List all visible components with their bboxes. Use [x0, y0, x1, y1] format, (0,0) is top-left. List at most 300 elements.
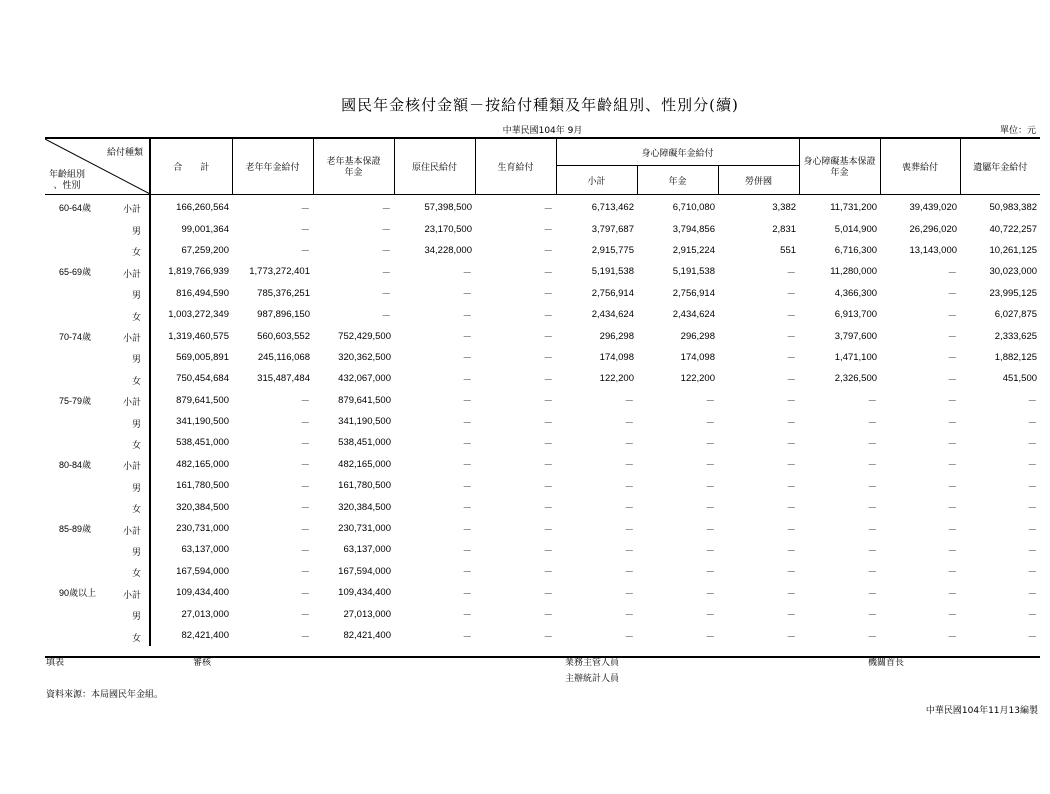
col-old-age-basic-label: 老年基本保證年金: [326, 155, 381, 177]
table-body: [45, 195, 1040, 647]
value-cell: －: [462, 631, 472, 643]
value-cell: －: [624, 524, 634, 536]
value-cell: －: [867, 438, 878, 450]
col-maternity: 生育給付: [475, 138, 556, 195]
value-cell: －: [947, 460, 958, 472]
value-cell: 816,494,590: [176, 287, 229, 299]
value-cell: －: [624, 481, 634, 493]
value-cell: 1,882,125: [994, 351, 1038, 363]
value-cell: －: [462, 310, 472, 322]
value-cell: －: [705, 438, 715, 450]
value-cell: 2,756,914: [591, 287, 634, 299]
age-group-cell: [45, 432, 150, 453]
footer-source: 資料來源：本局國民年金組。: [46, 690, 164, 700]
value-cell: －: [867, 503, 878, 515]
value-cell: －: [705, 545, 715, 557]
sex-cell: 女: [131, 568, 141, 579]
value-cell: 10,261,125: [989, 244, 1038, 256]
value-cell: －: [705, 588, 715, 600]
footer-head: 機關首長: [868, 658, 905, 668]
sex-cell: 男: [131, 225, 141, 236]
value-cell: 785,376,251: [257, 287, 310, 299]
value-cell: －: [786, 353, 797, 365]
value-cell: 50,983,382: [989, 202, 1038, 214]
value-cell: 432,067,000: [338, 373, 391, 385]
age-group-cell: [45, 195, 150, 219]
age-group-label: 90歲以上: [59, 588, 97, 599]
value-cell: －: [786, 310, 797, 322]
value-cell: －: [462, 545, 472, 557]
sex-cell: 男: [131, 290, 141, 301]
table-row: [45, 454, 1040, 475]
value-cell: －: [543, 503, 553, 515]
value-cell: －: [705, 524, 715, 536]
value-cell: －: [947, 332, 958, 344]
value-cell: －: [786, 460, 797, 472]
corner-bottom-line2: 、性別: [53, 180, 81, 190]
sex-cell: 女: [131, 632, 141, 643]
value-cell: 1,773,272,401: [249, 266, 310, 278]
age-group-label: 80-84歲: [59, 459, 92, 470]
value-cell: 30,023,000: [989, 266, 1038, 278]
value-cell: －: [1027, 524, 1038, 536]
footer-compiled: 中華民國104年11月13編製: [925, 706, 1038, 716]
table-row: [45, 368, 1040, 389]
value-cell: 5,014,900: [834, 223, 878, 235]
value-cell: －: [300, 610, 310, 622]
table-row: [45, 304, 1040, 325]
value-cell: 63,137,000: [343, 544, 391, 556]
value-cell: －: [543, 438, 553, 450]
table-row: [45, 625, 1040, 646]
value-cell: －: [300, 246, 310, 258]
age-group-label: 75-79歲: [59, 395, 92, 406]
value-cell: －: [300, 396, 310, 408]
value-cell: －: [1027, 610, 1038, 622]
age-group-label: 85-89歲: [59, 524, 92, 535]
value-cell: 99,001,364: [181, 223, 229, 235]
value-cell: －: [624, 588, 634, 600]
value-cell: －: [786, 374, 797, 386]
sex-cell: 女: [131, 503, 141, 514]
sex-cell: 男: [131, 546, 141, 557]
value-cell: 3,794,856: [672, 223, 715, 235]
value-cell: 2,434,624: [591, 309, 634, 321]
value-cell: －: [1027, 460, 1038, 472]
value-cell: －: [543, 332, 553, 344]
value-cell: 320,362,500: [338, 351, 391, 363]
value-cell: 879,641,500: [176, 394, 229, 406]
value-cell: －: [947, 545, 958, 557]
value-cell: －: [462, 481, 472, 493]
value-cell: －: [786, 545, 797, 557]
col-disability-subtotal: 小計: [556, 166, 637, 195]
value-cell: －: [381, 310, 391, 322]
col-disability-pension: 年金: [637, 166, 718, 195]
table-row: [45, 539, 1040, 560]
value-cell: －: [462, 374, 472, 386]
value-cell: －: [300, 631, 310, 643]
table-row: [45, 496, 1040, 517]
benefit-table: [45, 137, 1040, 646]
value-cell: －: [947, 396, 958, 408]
value-cell: 538,451,000: [338, 437, 391, 449]
value-cell: －: [786, 631, 797, 643]
value-cell: 2,756,914: [672, 287, 715, 299]
value-cell: 174,098: [599, 351, 634, 363]
age-group-cell: [45, 625, 150, 646]
value-cell: －: [543, 203, 553, 215]
value-cell: －: [947, 289, 958, 301]
value-cell: 82,421,400: [181, 630, 229, 641]
value-cell: －: [786, 503, 797, 515]
value-cell: 27,013,000: [181, 608, 229, 620]
value-cell: 1,319,460,575: [168, 330, 229, 342]
value-cell: －: [300, 524, 310, 536]
value-cell: 2,915,224: [672, 244, 715, 256]
age-group-cell: [45, 347, 150, 368]
value-cell: －: [624, 631, 634, 643]
age-group-cell: [45, 496, 150, 517]
sex-cell: 小計: [122, 461, 141, 472]
value-cell: －: [1027, 417, 1038, 429]
value-cell: －: [543, 567, 553, 579]
value-cell: 538,451,000: [176, 437, 229, 449]
value-cell: －: [300, 567, 310, 579]
value-cell: －: [624, 503, 634, 515]
value-cell: 23,170,500: [424, 223, 472, 235]
age-group-cell: [45, 218, 150, 239]
value-cell: －: [462, 567, 472, 579]
value-cell: －: [381, 267, 391, 279]
sex-cell: 男: [131, 482, 141, 493]
value-cell: －: [624, 417, 634, 429]
age-group-cell: [45, 539, 150, 560]
value-cell: 167,594,000: [338, 565, 391, 577]
age-group-cell: [45, 475, 150, 496]
footer-prepared: 填表: [46, 658, 65, 668]
value-cell: －: [947, 310, 958, 322]
table-row: [45, 283, 1040, 304]
value-cell: 2,434,624: [672, 309, 715, 321]
col-funeral: 喪葬給付: [880, 138, 960, 195]
value-cell: －: [867, 567, 878, 579]
age-group-cell: [45, 582, 150, 603]
value-cell: －: [867, 417, 878, 429]
age-group-cell: [45, 454, 150, 475]
footer-statistics: 主辦統計人員: [565, 674, 620, 684]
age-group-cell: [45, 518, 150, 539]
value-cell: 320,384,500: [176, 501, 229, 513]
value-cell: 109,434,400: [338, 587, 391, 599]
value-cell: －: [705, 503, 715, 515]
value-cell: －: [786, 524, 797, 536]
col-old-age-basic: [313, 138, 394, 195]
value-cell: 245,116,068: [257, 351, 310, 363]
table-row: [45, 411, 1040, 432]
value-cell: 320,384,500: [338, 501, 391, 513]
value-cell: 6,713,462: [591, 202, 634, 214]
value-cell: －: [867, 524, 878, 536]
value-cell: －: [867, 460, 878, 472]
value-cell: －: [786, 396, 797, 408]
value-cell: －: [462, 267, 472, 279]
value-cell: 174,098: [680, 351, 715, 363]
table-row: [45, 240, 1040, 261]
value-cell: －: [300, 545, 310, 557]
value-cell: －: [705, 460, 715, 472]
col-disability-basic: [799, 138, 880, 195]
value-cell: 26,296,020: [909, 223, 958, 235]
value-cell: －: [543, 588, 553, 600]
table-row: [45, 195, 1040, 219]
sex-cell: 男: [131, 610, 141, 621]
value-cell: －: [786, 481, 797, 493]
value-cell: 2,831: [772, 223, 797, 235]
value-cell: －: [300, 588, 310, 600]
value-cell: －: [947, 567, 958, 579]
table-row: [45, 390, 1040, 411]
value-cell: －: [543, 545, 553, 557]
table-row: [45, 261, 1040, 282]
value-cell: －: [947, 417, 958, 429]
value-cell: 57,398,500: [424, 202, 472, 214]
value-cell: 341,190,500: [176, 416, 229, 428]
value-cell: 2,333,625: [994, 330, 1038, 342]
value-cell: －: [624, 438, 634, 450]
value-cell: 569,005,891: [176, 351, 229, 363]
value-cell: 11,731,200: [830, 202, 878, 214]
value-cell: 230,731,000: [338, 523, 391, 535]
value-cell: 230,731,000: [176, 523, 229, 535]
value-cell: 750,454,684: [176, 373, 229, 385]
value-cell: －: [947, 588, 958, 600]
value-cell: －: [543, 267, 553, 279]
value-cell: －: [867, 396, 878, 408]
age-group-cell: [45, 283, 150, 304]
value-cell: 23,995,125: [989, 287, 1038, 299]
value-cell: 2,915,775: [591, 244, 634, 256]
corner-bottom-label: [49, 169, 85, 191]
sex-cell: 小計: [122, 332, 141, 343]
table-row: [45, 561, 1040, 582]
value-cell: 166,260,564: [176, 202, 229, 214]
value-cell: 4,366,300: [834, 287, 878, 299]
sex-cell: 男: [131, 418, 141, 429]
table-row: [45, 582, 1040, 603]
value-cell: －: [300, 438, 310, 450]
footer-reviewed: 審核: [193, 658, 212, 668]
sex-cell: 小計: [122, 589, 141, 600]
col-disability-group: 身心障礙年金給付: [556, 138, 799, 166]
value-cell: －: [462, 438, 472, 450]
corner-top-label: 給付種類: [106, 147, 143, 157]
value-cell: 34,228,000: [424, 244, 472, 256]
sex-cell: 女: [131, 311, 141, 322]
value-cell: －: [462, 503, 472, 515]
value-cell: －: [947, 503, 958, 515]
value-cell: －: [867, 610, 878, 622]
value-cell: －: [543, 460, 553, 472]
col-aboriginal: 原住民給付: [394, 138, 475, 195]
value-cell: 122,200: [599, 373, 634, 385]
sex-cell: 小計: [122, 268, 141, 279]
value-cell: 13,143,000: [909, 244, 958, 256]
value-cell: －: [543, 481, 553, 493]
age-group-label: 70-74歲: [59, 331, 92, 342]
value-cell: －: [786, 588, 797, 600]
age-group-cell: [45, 261, 150, 282]
value-cell: 27,013,000: [343, 608, 391, 620]
value-cell: 1,471,100: [834, 351, 878, 363]
value-cell: 879,641,500: [338, 394, 391, 406]
col-disability-labor: 勞併國: [718, 166, 799, 195]
value-cell: －: [543, 374, 553, 386]
value-cell: －: [786, 267, 797, 279]
col-survivor: 遺屬年金給付: [960, 138, 1040, 195]
age-group-cell: [45, 561, 150, 582]
report-period: 中華民國104年 9月: [502, 126, 583, 136]
value-cell: －: [300, 203, 310, 215]
value-cell: 40,722,257: [989, 223, 1038, 235]
value-cell: －: [624, 460, 634, 472]
value-cell: 3,797,600: [834, 330, 878, 342]
value-cell: 296,298: [680, 330, 715, 342]
value-cell: 63,137,000: [181, 544, 229, 556]
value-cell: －: [624, 396, 634, 408]
col-total: 合 計: [150, 138, 232, 195]
table-row: [45, 432, 1040, 453]
value-cell: 296,298: [599, 330, 634, 342]
value-cell: －: [462, 353, 472, 365]
value-cell: 67,259,200: [181, 244, 229, 256]
value-cell: 341,190,500: [338, 416, 391, 428]
value-cell: －: [624, 567, 634, 579]
value-cell: －: [1027, 567, 1038, 579]
value-cell: 6,710,080: [672, 202, 715, 214]
sex-cell: 女: [131, 247, 141, 258]
value-cell: 315,487,484: [257, 373, 310, 385]
value-cell: －: [947, 438, 958, 450]
value-cell: －: [705, 417, 715, 429]
value-cell: －: [543, 353, 553, 365]
corner-header: [45, 138, 150, 195]
value-cell: －: [462, 610, 472, 622]
age-group-cell: [45, 390, 150, 411]
value-cell: 1,003,272,349: [168, 309, 229, 321]
value-cell: 5,191,538: [591, 266, 634, 278]
value-cell: 482,165,000: [176, 458, 229, 470]
value-cell: －: [624, 610, 634, 622]
age-group-cell: [45, 304, 150, 325]
value-cell: －: [705, 610, 715, 622]
value-cell: －: [462, 588, 472, 600]
table-row: [45, 325, 1040, 346]
value-cell: －: [300, 481, 310, 493]
col-old-age: 老年年金給付: [232, 138, 313, 195]
col-disability-basic-label: 身心障礙基本保證年金: [803, 155, 876, 177]
value-cell: －: [1027, 481, 1038, 493]
value-cell: 161,780,500: [338, 480, 391, 492]
value-cell: 5,191,538: [672, 266, 715, 278]
age-group-cell: [45, 240, 150, 261]
value-cell: －: [300, 503, 310, 515]
value-cell: 11,280,000: [830, 266, 878, 278]
report-title: 國民年金核付金額－按給付種類及年齡組別、性別分(續): [341, 96, 739, 114]
value-cell: －: [300, 225, 310, 237]
value-cell: －: [786, 332, 797, 344]
value-cell: 987,896,150: [257, 309, 310, 321]
value-cell: －: [947, 631, 958, 643]
value-cell: －: [705, 567, 715, 579]
value-cell: 560,603,552: [257, 330, 310, 342]
value-cell: －: [381, 246, 391, 258]
value-cell: 167,594,000: [176, 565, 229, 577]
value-cell: －: [381, 289, 391, 301]
value-cell: －: [543, 246, 553, 258]
value-cell: 6,913,700: [834, 309, 878, 321]
value-cell: －: [786, 567, 797, 579]
value-cell: －: [947, 267, 958, 279]
table-row: [45, 475, 1040, 496]
value-cell: －: [543, 631, 553, 643]
value-cell: －: [543, 310, 553, 322]
value-cell: －: [462, 332, 472, 344]
value-cell: 39,439,020: [909, 202, 958, 214]
value-cell: －: [462, 524, 472, 536]
value-cell: 2,326,500: [834, 373, 878, 385]
table-row: [45, 218, 1040, 239]
value-cell: －: [462, 396, 472, 408]
sex-cell: 小計: [122, 203, 141, 214]
value-cell: 82,421,400: [343, 630, 391, 641]
value-cell: －: [381, 225, 391, 237]
value-cell: －: [462, 289, 472, 301]
value-cell: －: [543, 524, 553, 536]
sex-cell: 男: [131, 354, 141, 365]
value-cell: 6,027,875: [994, 309, 1038, 321]
footer-supervisor: 業務主管人員: [565, 658, 620, 668]
value-cell: －: [867, 481, 878, 493]
value-cell: －: [462, 460, 472, 472]
value-cell: －: [867, 588, 878, 600]
value-cell: －: [867, 545, 878, 557]
value-cell: －: [705, 481, 715, 493]
table-row: [45, 347, 1040, 368]
value-cell: －: [1027, 503, 1038, 515]
value-cell: －: [786, 417, 797, 429]
value-cell: －: [867, 631, 878, 643]
age-group-cell: [45, 603, 150, 624]
value-cell: －: [947, 374, 958, 386]
value-cell: －: [1027, 631, 1038, 643]
value-cell: －: [786, 289, 797, 301]
value-cell: －: [1027, 545, 1038, 557]
unit-label: 單位：元: [999, 126, 1036, 136]
value-cell: －: [705, 631, 715, 643]
age-group-label: 65-69歲: [59, 267, 92, 278]
value-cell: －: [947, 481, 958, 493]
age-group-cell: [45, 411, 150, 432]
sex-cell: 小計: [122, 397, 141, 408]
value-cell: －: [462, 417, 472, 429]
value-cell: －: [381, 203, 391, 215]
value-cell: －: [624, 545, 634, 557]
value-cell: 551: [780, 244, 797, 256]
table-row: [45, 603, 1040, 624]
value-cell: －: [705, 396, 715, 408]
value-cell: －: [543, 289, 553, 301]
